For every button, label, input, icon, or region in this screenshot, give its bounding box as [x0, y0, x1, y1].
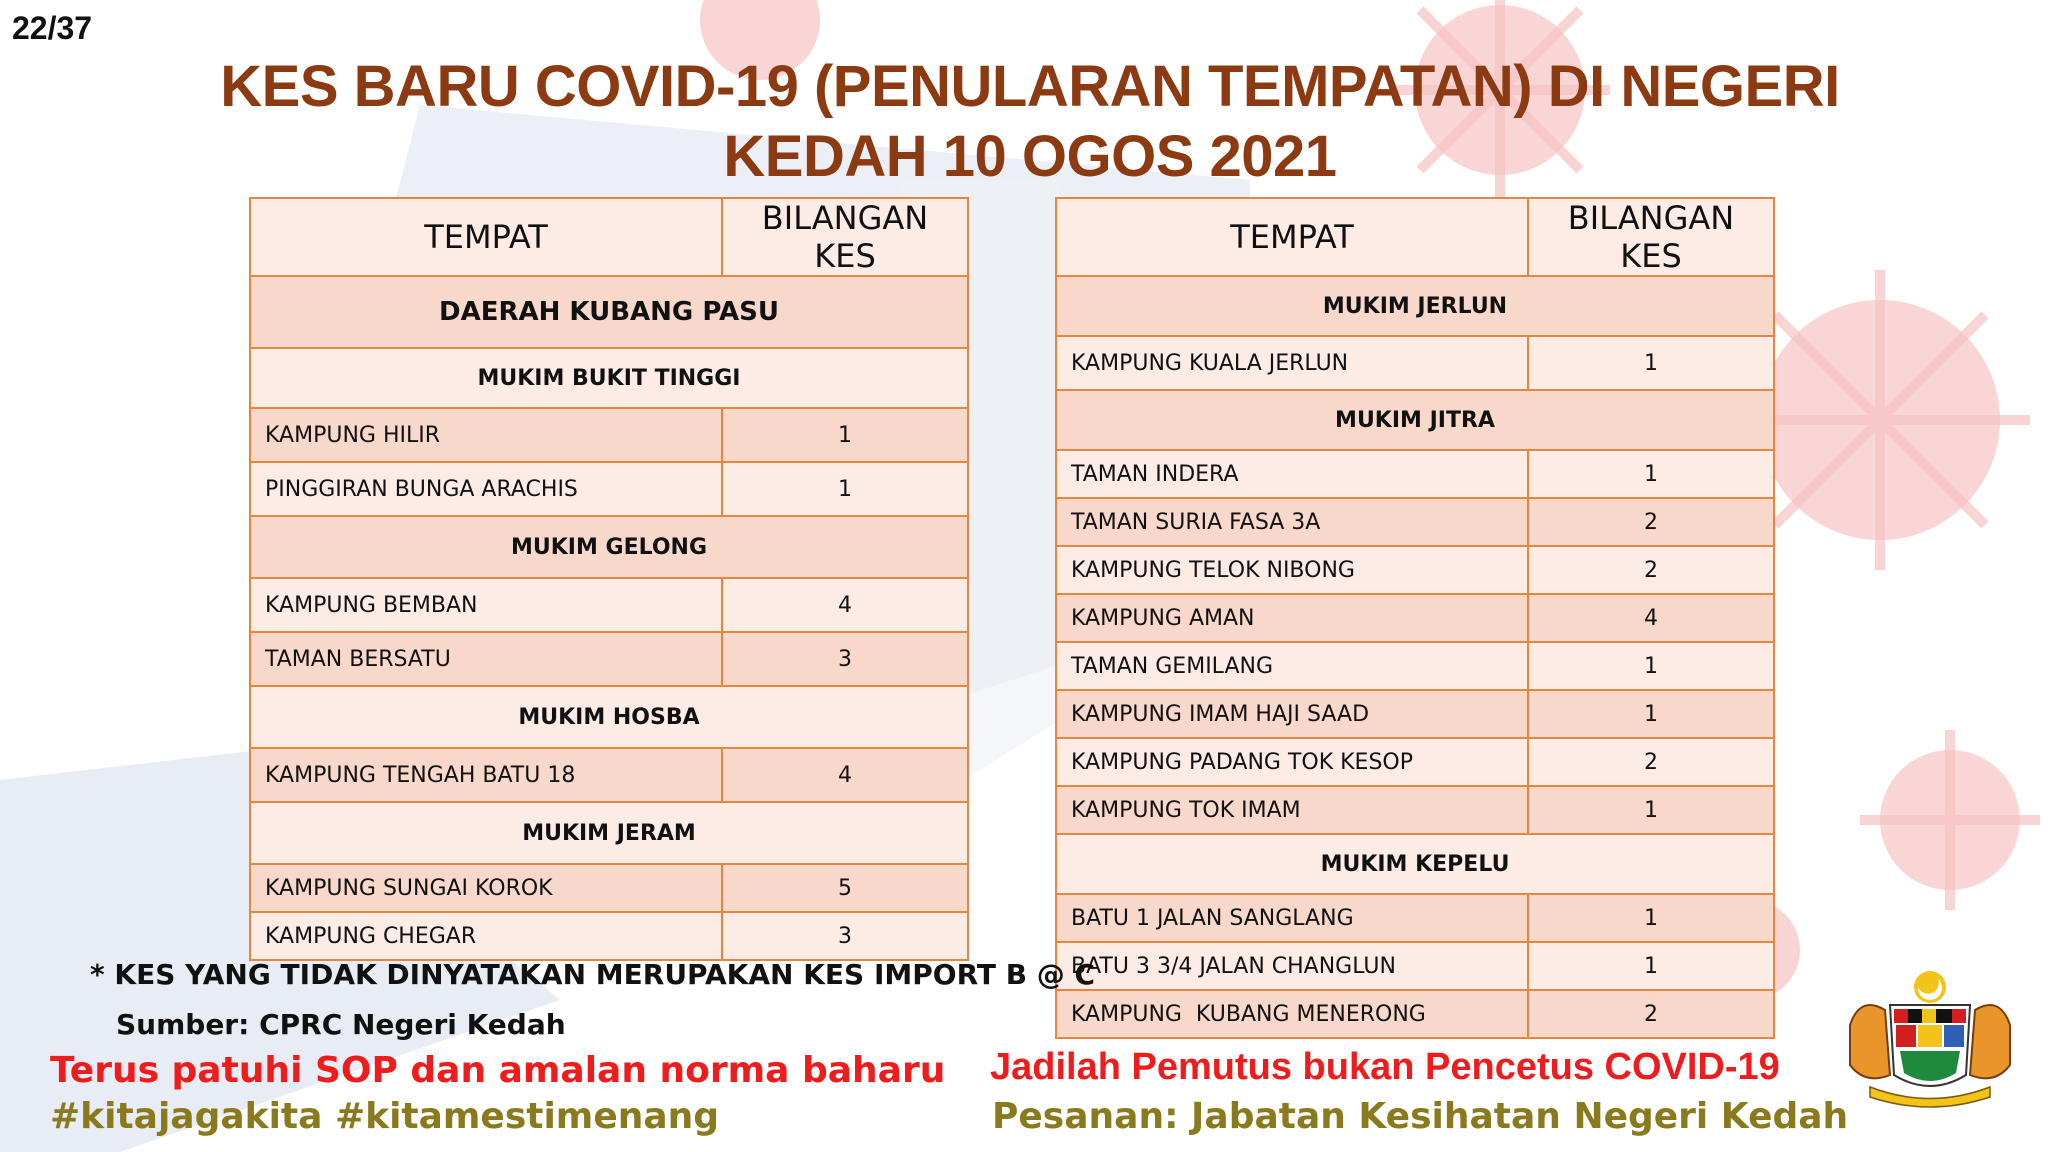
mukim-row: MUKIM HOSBA [250, 686, 968, 748]
place-cell: KAMPUNG HILIR [250, 408, 722, 462]
place-cell: KAMPUNG IMAM HAJI SAAD [1056, 690, 1528, 738]
table-row [1056, 546, 1774, 594]
table-row [1056, 990, 1774, 1038]
place-cell: TAMAN GEMILANG [1056, 642, 1528, 690]
table-row [250, 408, 968, 462]
place-cell: KAMPUNG TENGAH BATU 18 [250, 748, 722, 802]
count-cell: 1 [1528, 786, 1774, 834]
table-row [1056, 690, 1774, 738]
table-row [250, 578, 968, 632]
malaysia-coat-of-arms-icon [1830, 965, 2030, 1115]
count-cell: 4 [1528, 594, 1774, 642]
place-cell: PINGGIRAN BUNGA ARACHIS [250, 462, 722, 516]
count-cell: 5 [722, 864, 968, 912]
table-row [1056, 450, 1774, 498]
place-cell: TAMAN SURIA FASA 3A [1056, 498, 1528, 546]
title-line-1: KES BARU COVID-19 (PENULARAN TEMPATAN) DI NEGERI [220, 54, 1840, 119]
page-title [180, 52, 1880, 192]
count-cell: 1 [1528, 642, 1774, 690]
table-row [1056, 594, 1774, 642]
table-row [1056, 738, 1774, 786]
mukim-row: MUKIM GELONG [250, 516, 968, 578]
page-number: 22/37 [12, 10, 93, 46]
mukim-row: MUKIM JERAM [250, 802, 968, 864]
count-cell: 1 [1528, 450, 1774, 498]
case-table-right [1055, 197, 1775, 1039]
place-cell: KAMPUNG PADANG TOK KESOP [1056, 738, 1528, 786]
place-cell: KAMPUNG AMAN [1056, 594, 1528, 642]
header-place: TEMPAT [1056, 198, 1528, 276]
count-cell: 4 [722, 578, 968, 632]
table-row [250, 912, 968, 960]
count-cell: 1 [1528, 690, 1774, 738]
table-row [1056, 336, 1774, 390]
header-place: TEMPAT [250, 198, 722, 276]
place-cell: TAMAN BERSATU [250, 632, 722, 686]
count-cell: 2 [1528, 546, 1774, 594]
header-count: BILANGAN KES [1528, 198, 1774, 276]
table-row [250, 748, 968, 802]
table-row [250, 632, 968, 686]
source-note: Sumber: CPRC Negeri Kedah [116, 1008, 566, 1041]
mukim-row: MUKIM JITRA [1056, 390, 1774, 450]
place-cell: BATU 1 JALAN SANGLANG [1056, 894, 1528, 942]
footnote: * KES YANG TIDAK DINYATAKAN MERUPAKAN KES IMPORT B @ C [90, 958, 1096, 991]
count-cell: 2 [1528, 498, 1774, 546]
place-cell: KAMPUNG SUNGAI KOROK [250, 864, 722, 912]
count-cell: 1 [1528, 894, 1774, 942]
table-row [1056, 894, 1774, 942]
slogan-pesanan: Pesanan: Jabatan Kesihatan Negeri Kedah [992, 1096, 1849, 1137]
table-row [1056, 642, 1774, 690]
count-cell: 1 [722, 462, 968, 516]
count-cell: 2 [1528, 738, 1774, 786]
count-cell: 4 [722, 748, 968, 802]
table-row [250, 462, 968, 516]
table-row [1056, 498, 1774, 546]
count-cell: 1 [722, 408, 968, 462]
place-cell: BATU 3 3/4 JALAN CHANGLUN [1056, 942, 1528, 990]
place-cell: KAMPUNG BEMBAN [250, 578, 722, 632]
table-row [1056, 942, 1774, 990]
count-cell: 1 [1528, 336, 1774, 390]
header-count: BILANGAN KES [722, 198, 968, 276]
count-cell: 2 [1528, 990, 1774, 1038]
place-cell: KAMPUNG TELOK NIBONG [1056, 546, 1528, 594]
count-cell: 3 [722, 632, 968, 686]
table-row [250, 864, 968, 912]
slogan-sop: Terus patuhi SOP dan amalan norma baharu [50, 1050, 946, 1091]
mukim-row: MUKIM JERLUN [1056, 276, 1774, 336]
slogan-pemutus: Jadilah Pemutus bukan Pencetus COVID-19 [990, 1046, 1780, 1088]
title-line-2: KEDAH 10 OGOS 2021 [723, 124, 1337, 189]
case-table-left [249, 197, 969, 961]
place-cell: KAMPUNG CHEGAR [250, 912, 722, 960]
place-cell: TAMAN INDERA [1056, 450, 1528, 498]
mukim-row: MUKIM KEPELU [1056, 834, 1774, 894]
table-row [1056, 786, 1774, 834]
district-row: DAERAH KUBANG PASU [250, 276, 968, 348]
count-cell: 1 [1528, 942, 1774, 990]
slogan-hashtags: #kitajagakita #kitamestimenang [50, 1096, 720, 1137]
count-cell: 3 [722, 912, 968, 960]
mukim-row: MUKIM BUKIT TINGGI [250, 348, 968, 408]
place-cell: KAMPUNG KUALA JERLUN [1056, 336, 1528, 390]
place-cell: KAMPUNG TOK IMAM [1056, 786, 1528, 834]
place-cell: KAMPUNG KUBANG MENERONG [1056, 990, 1528, 1038]
